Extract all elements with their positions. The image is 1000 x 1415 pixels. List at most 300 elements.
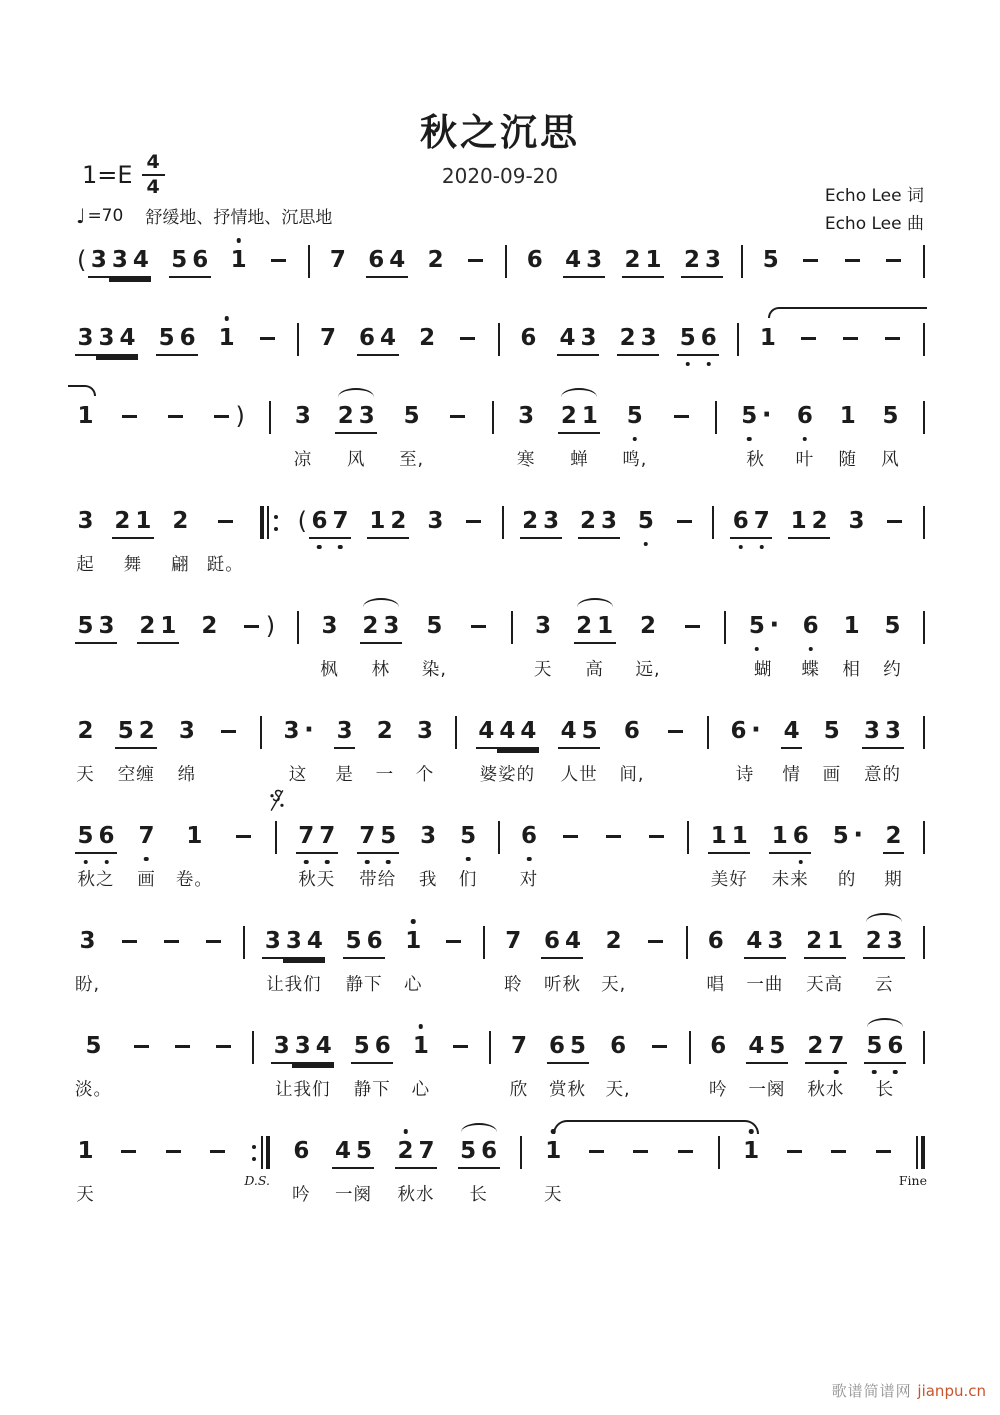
note-area — [827, 1136, 851, 1178]
note-group — [211, 1031, 235, 1049]
note-cell — [292, 401, 313, 472]
note-cell — [417, 323, 438, 365]
note-area — [209, 401, 246, 443]
note: 1 — [825, 926, 846, 959]
bar-cell — [687, 821, 689, 869]
note: 1 — [839, 403, 856, 429]
note-cell — [799, 245, 823, 287]
note-cell — [262, 926, 325, 997]
lyric: 染, — [421, 660, 447, 680]
note-area — [244, 1136, 270, 1188]
note: 3 — [178, 718, 195, 744]
note: 3 — [292, 1031, 313, 1064]
note: 2 — [681, 245, 702, 278]
note-group — [255, 323, 279, 341]
lyric: 欣 — [509, 1080, 529, 1100]
note: 3 — [271, 1031, 292, 1064]
note: 6 — [547, 1031, 568, 1064]
octave-dot-above — [551, 1129, 556, 1134]
note-area — [335, 401, 377, 443]
note-cell — [296, 506, 351, 554]
note-group — [319, 611, 340, 642]
barline-stroke — [686, 926, 688, 959]
lyricist-credit: Echo Lee 词 — [824, 186, 924, 206]
note-cell — [115, 716, 157, 787]
note-group — [839, 323, 863, 341]
note-area — [327, 245, 348, 287]
note: 6 — [177, 323, 198, 356]
dash — [446, 401, 470, 419]
dash-stroke — [218, 520, 233, 523]
note-area — [715, 401, 717, 443]
bar-cell — [923, 1031, 925, 1079]
note-group — [794, 401, 815, 432]
barline-stroke — [707, 716, 709, 749]
octave-dot-below — [706, 362, 711, 367]
note-cell — [137, 611, 179, 659]
dash — [839, 323, 863, 341]
barline-stroke — [737, 323, 739, 356]
note-group — [357, 821, 399, 854]
barline — [923, 323, 925, 356]
barline-stroke — [502, 506, 504, 539]
octave-dot-below — [747, 437, 752, 442]
bar-cell — [923, 245, 925, 287]
note-area — [578, 506, 620, 548]
bar-cell — [243, 926, 245, 974]
note-area — [923, 323, 925, 365]
note-group — [746, 611, 780, 642]
note: 6 — [293, 1138, 310, 1164]
note: 6 — [309, 506, 330, 539]
note-cell — [399, 401, 424, 472]
note-group — [882, 611, 903, 642]
note: 3 — [109, 245, 130, 278]
note: 2 — [578, 506, 599, 539]
note-area — [136, 821, 157, 863]
note-group — [476, 716, 539, 749]
note: 5 — [351, 1031, 372, 1064]
note-cell — [557, 323, 599, 365]
augmentation-dot: · — [751, 715, 761, 745]
repeat-dots — [274, 506, 278, 539]
octave-dot-below — [834, 1070, 839, 1075]
bar-cell — [498, 821, 500, 869]
dash — [217, 716, 241, 734]
lyric: 个 — [415, 765, 435, 785]
note-area — [708, 821, 750, 863]
note-cell — [882, 611, 903, 682]
note-area — [781, 716, 802, 758]
bar-cell — [297, 323, 299, 365]
note-area — [425, 245, 446, 287]
note-group — [88, 245, 151, 278]
note-area — [881, 323, 905, 365]
note-group — [464, 245, 488, 263]
note-cell — [744, 926, 786, 997]
bar-cell — [923, 926, 925, 974]
watermark-url: jianpu.cn — [917, 1382, 986, 1400]
note: 3 — [283, 718, 300, 744]
lyric: 画 — [822, 765, 842, 785]
octave-dot-below — [759, 545, 764, 550]
bar-cell — [712, 506, 714, 554]
note-group — [547, 1031, 589, 1064]
barline-stroke — [297, 323, 299, 356]
note-group — [708, 821, 750, 854]
note-area — [75, 716, 96, 758]
note-area — [503, 926, 524, 968]
note-area — [262, 926, 325, 968]
lyric: 情 — [782, 765, 801, 785]
bar-cell — [483, 926, 485, 974]
note: 3 — [427, 508, 444, 534]
lyric: 天 — [76, 1185, 95, 1205]
note-cell — [800, 611, 821, 682]
note: 3 — [420, 823, 437, 849]
note-cell — [176, 821, 213, 892]
note-area — [395, 1136, 437, 1178]
lyric: 淡。 — [75, 1080, 112, 1100]
note: 1 — [158, 611, 179, 644]
octave-dot-below — [144, 857, 149, 862]
note-area — [425, 506, 446, 548]
note-group — [558, 716, 600, 749]
note-area — [291, 1136, 312, 1178]
note-area — [498, 323, 500, 365]
lyric: 这 — [288, 765, 308, 785]
note-cell — [863, 926, 905, 997]
bar-cell — [715, 401, 717, 449]
note-group — [75, 323, 138, 356]
dash-stroke — [803, 259, 818, 262]
bar-cell — [260, 716, 262, 764]
dash — [558, 821, 582, 839]
note-area — [788, 506, 830, 548]
note-cell — [446, 401, 470, 449]
note-cell — [669, 401, 693, 449]
octave-dot-below — [317, 545, 322, 550]
barline-stroke — [266, 1136, 270, 1169]
note-group — [799, 245, 823, 263]
note-cell — [880, 401, 901, 472]
dash — [883, 506, 907, 524]
octave-dot-below — [755, 647, 760, 652]
note-group — [664, 716, 688, 734]
note: 1 — [843, 613, 860, 639]
note-area — [746, 611, 780, 653]
note-cell — [170, 1031, 194, 1079]
note-group — [360, 611, 402, 644]
note-cell — [558, 401, 600, 472]
note-area — [624, 401, 645, 443]
barline-stroke — [712, 506, 714, 539]
music-staves — [75, 245, 925, 1241]
lyric: 心 — [404, 975, 423, 995]
note-area — [712, 506, 714, 548]
dash-stroke — [166, 1150, 181, 1153]
bar-cell — [244, 1136, 270, 1188]
dash — [782, 1136, 806, 1154]
note-area — [118, 926, 142, 968]
note-area — [401, 401, 422, 443]
note-area — [170, 506, 191, 548]
note-area — [415, 716, 436, 758]
note: 6 — [519, 821, 540, 852]
note-area — [334, 716, 355, 758]
note: 5 — [746, 611, 767, 642]
note-area — [622, 245, 664, 287]
note-group — [367, 506, 409, 539]
music-line-3 — [75, 401, 925, 472]
dash-stroke — [652, 1045, 667, 1048]
note: 2 — [201, 613, 218, 639]
dash — [672, 506, 696, 524]
dash — [799, 245, 823, 263]
note-area — [923, 926, 925, 968]
note-cell — [415, 716, 436, 787]
note-cell — [636, 611, 661, 682]
note: 4 — [557, 323, 578, 356]
tempo-value: =70 — [87, 205, 124, 226]
note-cell — [476, 716, 539, 787]
note-group — [524, 245, 545, 276]
dash — [211, 1031, 235, 1049]
note-group — [672, 506, 696, 524]
note: 7 — [357, 821, 378, 854]
note-group — [351, 1031, 393, 1064]
barline-stroke — [492, 401, 494, 434]
note-cell — [335, 401, 377, 472]
barline — [498, 821, 500, 854]
music-line-2 — [75, 323, 925, 365]
note-area — [881, 245, 905, 287]
lyric: 叶 — [795, 450, 815, 470]
dash — [669, 401, 693, 419]
note: 3 — [599, 506, 620, 539]
dash-stroke — [845, 259, 860, 262]
note-area — [718, 1136, 720, 1178]
note-area — [923, 716, 925, 758]
augmentation-dot: · — [304, 715, 314, 745]
dash-stroke — [210, 1150, 225, 1153]
dash — [267, 245, 291, 263]
lyric: 一阕 — [334, 1185, 372, 1205]
barline-stroke — [923, 716, 925, 749]
note-cell — [206, 1136, 230, 1184]
note-area — [115, 716, 157, 758]
dash — [170, 1031, 194, 1049]
note: 5 — [353, 1136, 374, 1169]
note-group — [617, 323, 659, 356]
note-area — [518, 323, 539, 365]
music-line-7 — [75, 821, 925, 892]
note-area — [689, 1031, 691, 1073]
note-cell — [217, 716, 241, 764]
barline — [689, 1031, 691, 1064]
note-area — [730, 506, 772, 548]
close-paren: ) — [235, 402, 245, 430]
octave-dot-below — [632, 437, 637, 442]
open-paren: ( — [77, 246, 87, 274]
note-area — [489, 1031, 491, 1073]
octave-dot-below — [893, 1070, 898, 1075]
note-cell — [622, 401, 647, 472]
lyric: 静下 — [345, 975, 383, 995]
note-group — [232, 821, 256, 839]
note-cell — [410, 1031, 431, 1102]
barline-stroke — [267, 506, 269, 539]
note-area — [797, 323, 821, 365]
note-cell — [75, 821, 117, 892]
note-group — [578, 506, 620, 539]
note-area — [170, 1031, 194, 1073]
note-group — [705, 926, 726, 957]
note-area — [424, 611, 445, 653]
bar-cell — [511, 611, 513, 659]
note: 2 — [574, 611, 595, 644]
note-cell — [176, 716, 197, 787]
note-group — [456, 323, 480, 341]
note: 1 — [543, 1136, 564, 1167]
note: 2 — [809, 506, 830, 539]
date-label: 2020-09-20 — [441, 164, 559, 188]
note: 6 — [541, 926, 562, 959]
note-area — [840, 245, 864, 287]
note: 5 — [169, 245, 190, 278]
note-group — [281, 716, 315, 747]
note-area — [862, 716, 904, 758]
note-cell — [881, 323, 905, 365]
note-group — [638, 611, 659, 642]
note-group — [136, 821, 157, 852]
note: 1 — [133, 506, 154, 539]
dash — [601, 821, 625, 839]
note: 1 — [729, 821, 750, 854]
bar-cell — [275, 821, 277, 869]
note: 3 — [578, 323, 599, 356]
note-area — [923, 1031, 925, 1073]
lyric: 鸣, — [622, 450, 648, 470]
note-area — [462, 506, 486, 548]
note-area — [292, 401, 313, 443]
note-area — [446, 401, 470, 443]
note: 4 — [563, 245, 584, 278]
dash — [164, 401, 188, 419]
note-area — [232, 821, 256, 863]
lyric: 秋水 — [397, 1185, 435, 1205]
note: 1 — [228, 245, 249, 276]
note: 2 — [376, 718, 393, 744]
note-area — [837, 401, 858, 443]
note-group — [603, 926, 624, 957]
barline — [520, 1136, 522, 1169]
dash — [240, 611, 264, 629]
barline — [252, 1031, 254, 1064]
dash — [629, 1136, 653, 1154]
note-area — [635, 506, 656, 548]
lyric: 秋 — [746, 450, 765, 470]
dash-stroke — [876, 1150, 891, 1153]
note-area — [75, 821, 117, 863]
dash-stroke — [206, 940, 221, 943]
dash-stroke — [685, 625, 700, 628]
octave-dot-below — [338, 545, 343, 550]
octave-dot-below — [466, 857, 471, 862]
note-group — [708, 1031, 729, 1062]
cells-row — [75, 1136, 925, 1207]
note-area — [864, 1031, 906, 1073]
note-cell — [332, 1136, 374, 1207]
note-cell — [746, 1031, 788, 1102]
lyric: 天, — [601, 975, 627, 995]
note: 4 — [130, 245, 151, 278]
note: 6 — [610, 1033, 627, 1059]
note-area — [75, 506, 96, 548]
note: 4 — [746, 1031, 767, 1064]
note-area — [681, 245, 723, 287]
note-group — [635, 506, 656, 537]
note-cell — [75, 1031, 112, 1102]
note-group — [681, 245, 723, 278]
note-cell — [827, 1136, 851, 1184]
barline-stroke — [923, 926, 925, 959]
note-cell — [159, 926, 183, 974]
note-area — [367, 506, 409, 548]
dash-stroke — [121, 1150, 136, 1153]
note-group — [159, 926, 183, 944]
note: 6 — [698, 323, 719, 356]
slur-arc — [561, 388, 597, 402]
barline — [492, 401, 494, 434]
note-area — [184, 821, 205, 863]
note-cell — [508, 1031, 529, 1102]
music-line-1 — [75, 245, 925, 287]
note-area — [846, 506, 867, 548]
octave-dot-below — [803, 437, 808, 442]
note-cell — [794, 401, 815, 472]
note-cell — [883, 506, 907, 554]
note-group — [317, 323, 338, 354]
note-group — [332, 1136, 374, 1169]
barline-stroke — [916, 1136, 918, 1169]
repeat-dot — [274, 527, 278, 531]
octave-dot-above — [749, 1129, 754, 1134]
note-cell — [366, 245, 408, 287]
note-cell — [296, 821, 338, 892]
lyric: 高 — [585, 660, 604, 680]
note-group — [343, 926, 385, 959]
note-cell — [672, 506, 696, 554]
note-cell — [837, 401, 858, 472]
note-group — [669, 401, 693, 419]
lyric: 对 — [519, 870, 539, 890]
note-area — [674, 1136, 698, 1178]
note-group — [83, 1031, 104, 1062]
note-area — [800, 611, 821, 653]
note-area — [476, 716, 539, 758]
repeat-dot — [252, 1145, 256, 1149]
note-cell — [757, 323, 778, 365]
note: 2 — [335, 401, 356, 434]
note-group — [741, 1136, 762, 1167]
barline — [923, 821, 925, 854]
note: 7 — [319, 325, 336, 351]
lyric: 天 — [544, 1185, 563, 1205]
dash-stroke — [216, 1045, 231, 1048]
bar-cell — [308, 245, 310, 287]
lyric: 唱 — [706, 975, 725, 995]
